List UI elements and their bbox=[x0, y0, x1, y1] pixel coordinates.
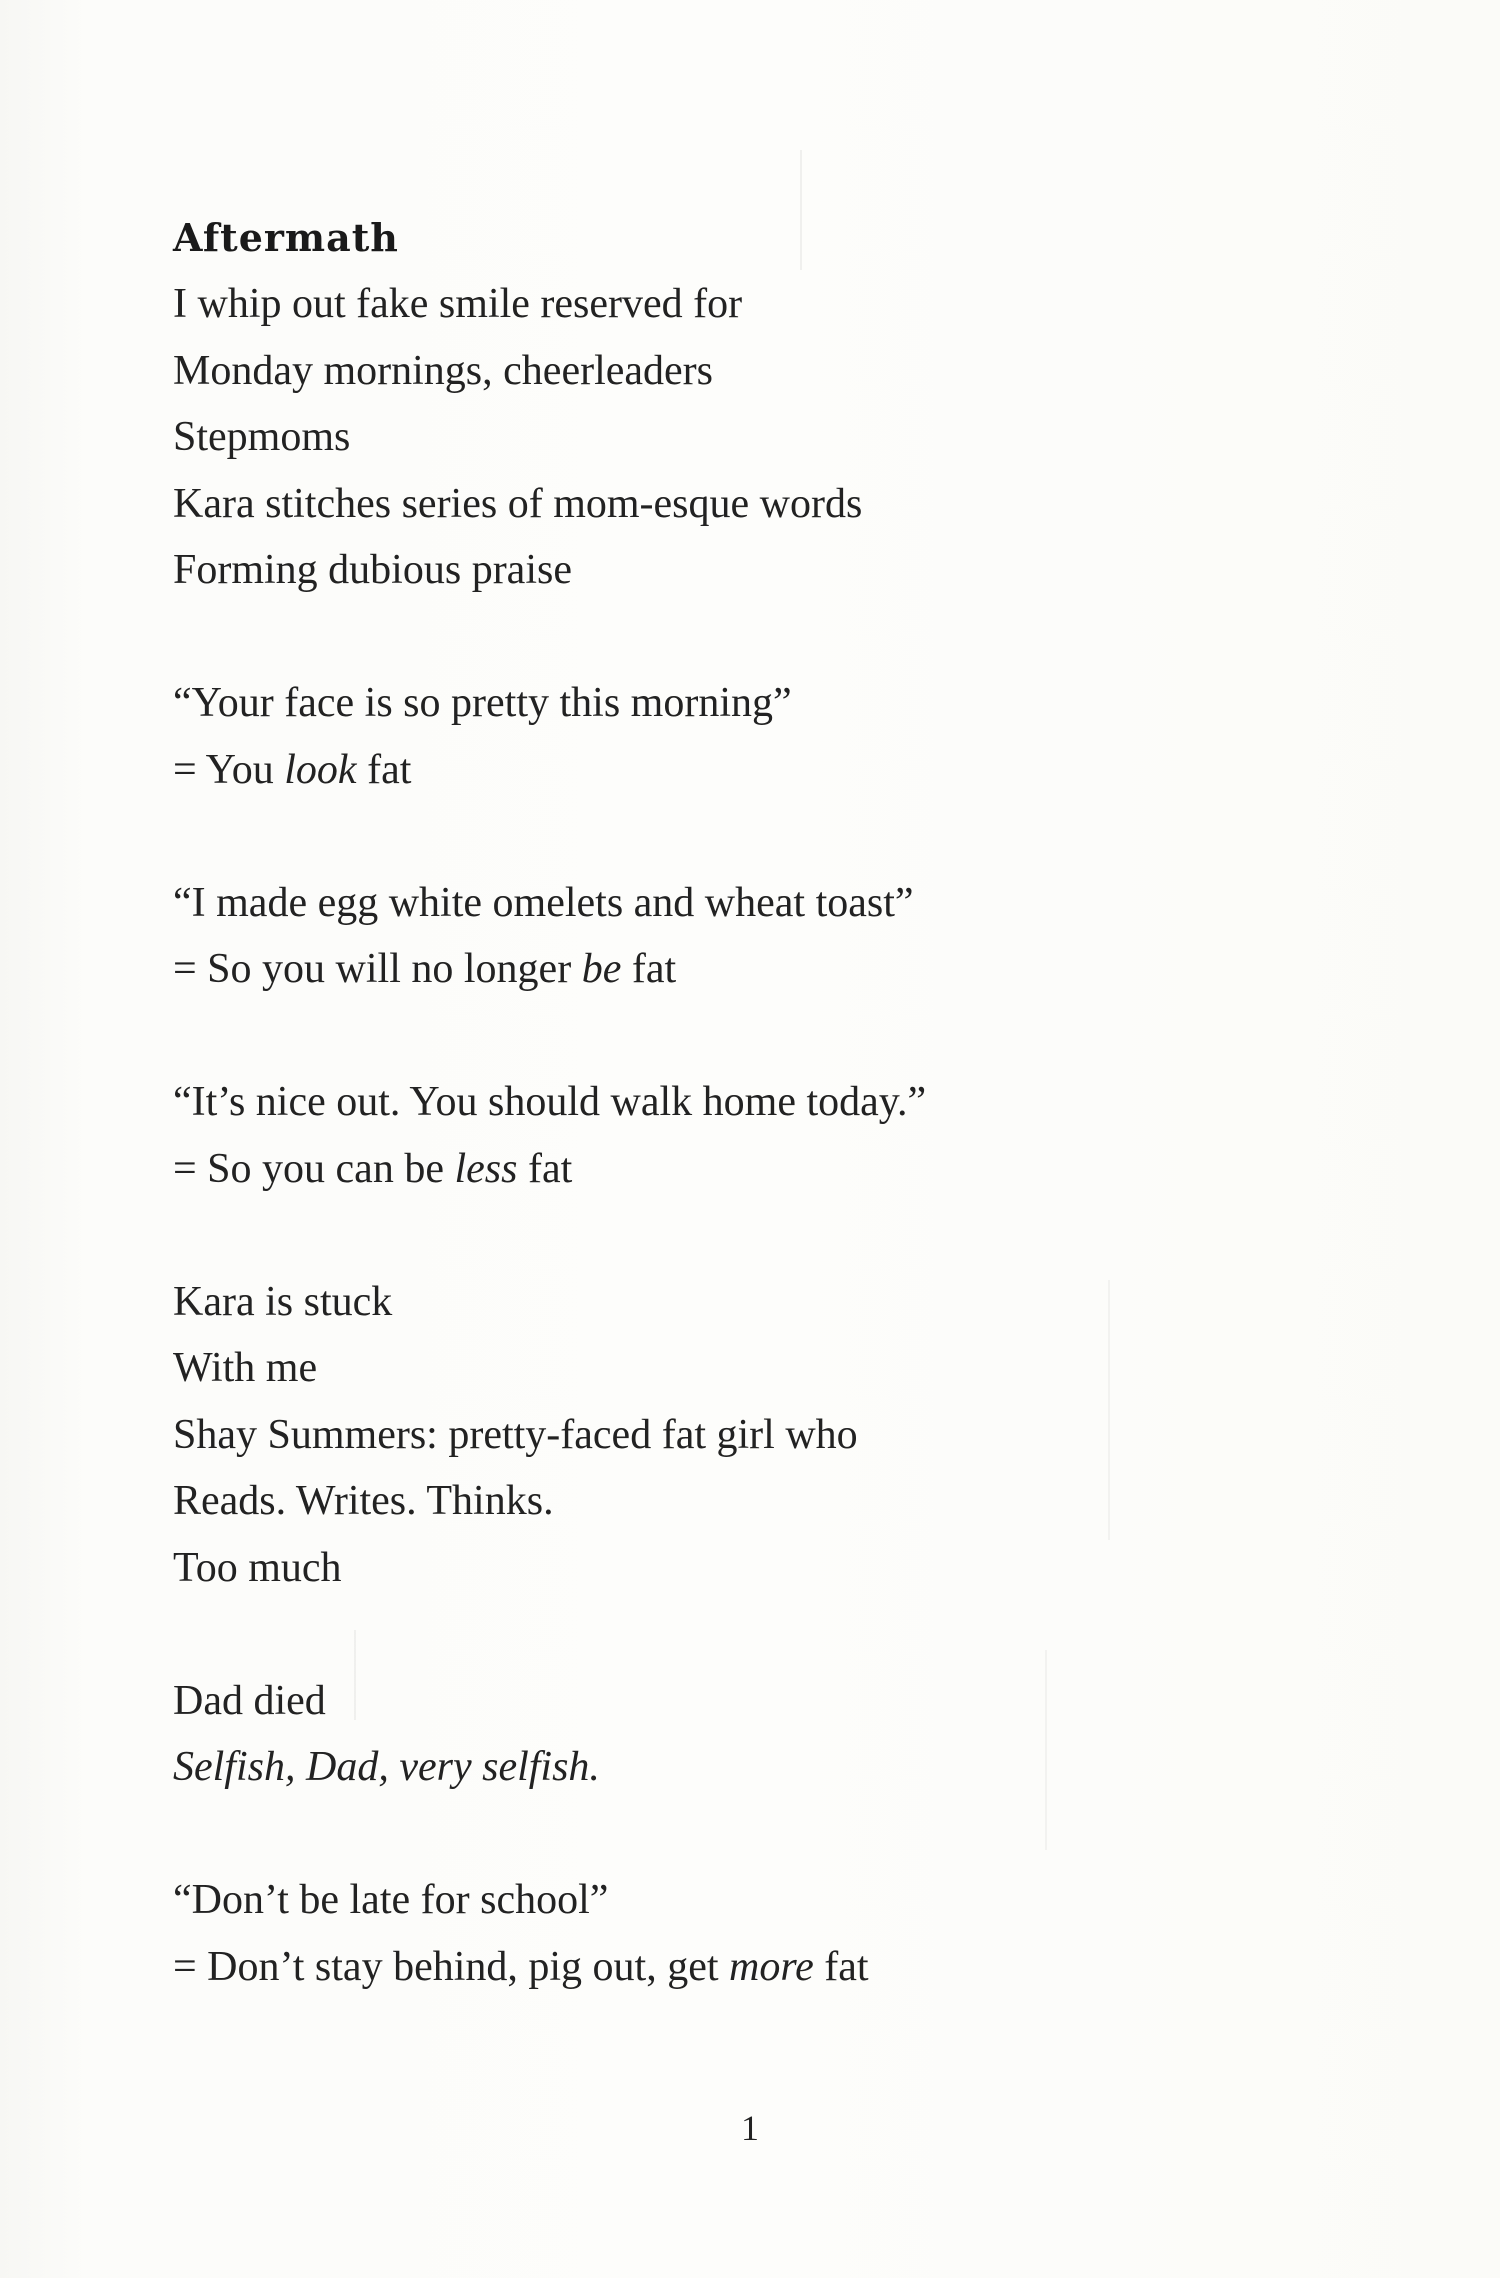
poem-line: Forming dubious praise bbox=[173, 547, 572, 593]
meaning-text: = You bbox=[173, 746, 285, 793]
poem-line: I whip out fake smile reserved for bbox=[173, 281, 743, 327]
poem-line: Shay Summers: pretty-faced fat girl who bbox=[173, 1411, 858, 1458]
poem-italic-line: Selfish, Dad, very selfish. bbox=[173, 1744, 600, 1790]
meaning-text: fat bbox=[621, 946, 677, 992]
stanza-1 bbox=[173, 271, 1323, 604]
poem-line: With me bbox=[173, 1345, 318, 1391]
stanza-6 bbox=[173, 1668, 1323, 1801]
poem-meaning-line bbox=[173, 1136, 1323, 1203]
meaning-emphasis: look bbox=[284, 746, 357, 793]
poem-meaning-line bbox=[173, 1934, 1323, 2001]
poem-meaning-line bbox=[173, 936, 1323, 1003]
meaning-text: fat bbox=[356, 746, 412, 793]
poem-quote-line: “Don’t be late for school” bbox=[173, 1877, 609, 1923]
stanza-break bbox=[173, 1202, 1323, 1269]
poem-quote-line: “It’s nice out. You should walk home today.” bbox=[173, 1079, 927, 1125]
meaning-text: = Don’t stay behind, pig out, get bbox=[173, 1943, 730, 1990]
poem-line: Kara is stuck bbox=[173, 1278, 393, 1325]
poem-title: Aftermath bbox=[173, 215, 399, 260]
poem-meaning-line bbox=[173, 737, 1323, 804]
poem-line: Kara stitches series of mom-esque words bbox=[173, 480, 863, 527]
meaning-emphasis: more bbox=[729, 1943, 814, 1990]
meaning-text: = So you can be bbox=[173, 1145, 455, 1192]
stanza-4 bbox=[173, 1069, 1323, 1202]
poem-quote-line: “Your face is so pretty this morning” bbox=[173, 680, 792, 726]
meaning-text: = So you will no longer bbox=[173, 946, 582, 992]
poem-line: Dad died bbox=[173, 1677, 326, 1724]
poem-quote-line: “I made egg white omelets and wheat toast” bbox=[173, 879, 914, 926]
poem bbox=[173, 205, 1323, 2000]
stanza-7 bbox=[173, 1867, 1323, 2000]
page-number: 1 bbox=[741, 2108, 759, 2148]
meaning-text: fat bbox=[517, 1145, 573, 1192]
stanza-2 bbox=[173, 670, 1323, 803]
meaning-emphasis: less bbox=[454, 1145, 518, 1192]
meaning-text: fat bbox=[813, 1943, 869, 1990]
poem-line: Too much bbox=[173, 1544, 342, 1591]
poem-line: Monday mornings, cheerleaders bbox=[173, 347, 713, 394]
stanza-break bbox=[173, 604, 1323, 671]
stanza-break bbox=[173, 1801, 1323, 1868]
poem-line: Stepmoms bbox=[173, 414, 351, 460]
stanza-break bbox=[173, 1003, 1323, 1070]
stanza-break bbox=[173, 803, 1323, 870]
poem-line: Reads. Writes. Thinks. bbox=[173, 1478, 554, 1524]
meaning-emphasis: be bbox=[581, 946, 622, 992]
stanza-3 bbox=[173, 870, 1323, 1003]
stanza-5 bbox=[173, 1269, 1323, 1602]
stanza-break bbox=[173, 1601, 1323, 1668]
